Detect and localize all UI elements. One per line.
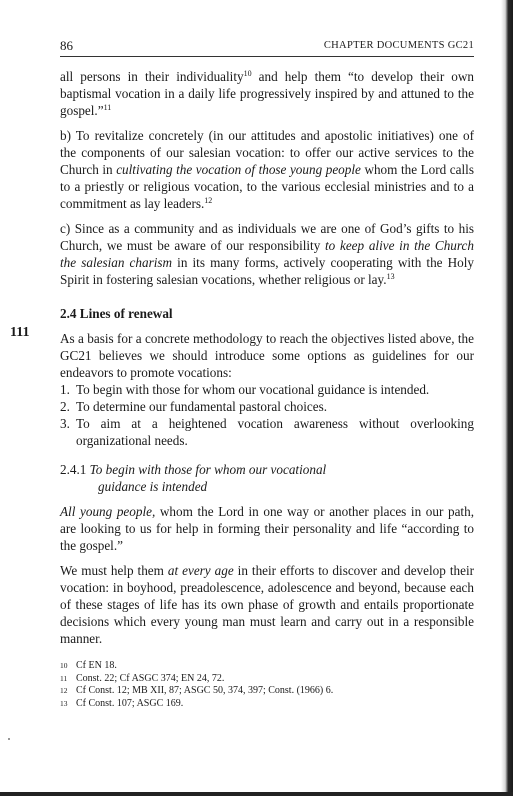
- paragraph-c: c) Since as a community and as individuals we are one of God’s gifts to his Church, we must be aware of our responsibility to keep alive in the Church the salesian charism in its many forms, actively cooperating with the Holy Spirit in fostering salesian vocations, whether religious or lay.$^{13}$: [60, 221, 474, 287]
- numbered-list: [60, 381, 474, 449]
- running-head: CHAPTER DOCUMENTS GC21: [323, 40, 474, 51]
- scan-speck: [8, 738, 10, 740]
- page-header: [60, 38, 474, 57]
- paragraph-every-age: We must help them at every age in their efforts to discover and develop their vocation: in boyhood, preadolescence, adolescence and beyond, because each of these stages of life has its own phase of growth and entails proportionate decisions which every young man must learn and carry out in a responsible manner.: [60, 563, 474, 646]
- footnotes: [60, 660, 474, 710]
- body-text: [60, 68, 474, 655]
- footnote: 11 Const. 22; Cf ASGC 374; EN 24, 72.: [60, 672, 225, 684]
- footnote: 12 Cf Const. 12; MB XII, 87; ASGC 50, 374, 397; Const. (1966) 6.: [60, 685, 334, 696]
- paragraph-b: b) To revitalize concretely (in our attitudes and apostolic initiatives) one of the components of our salesian vocation: to offer our active services to the Church in cultivating the vocation of those young people whom the Lord calls to a priestly or religious vocation, to the various ecclesial ministries and to a commitment as lay leaders.$^{12}$: [60, 128, 474, 211]
- page-edge-shadow: [501, 0, 513, 796]
- footnote: 13 Cf Const. 107; ASGC 169.: [60, 697, 184, 709]
- paragraph-young-people: All young people, whom the Lord in one way or another places in our path, are looking to us for help in forming their personality and life “according to the gospel.”: [60, 504, 474, 553]
- section-heading: 2.4 Lines of renewal: [60, 306, 173, 321]
- footnote: 10 Cf EN 18.: [60, 660, 117, 671]
- list-item: 2. To determine our fundamental pastoral choices.: [60, 399, 328, 414]
- paragraph-number: 111: [10, 325, 30, 340]
- list-item: 3. To aim at a heightened vocation awareness without overlooking organizational needs.: [60, 416, 474, 448]
- paragraph-111: As a basis for a concrete methodology to reach the objectives listed above, the GC21 believes we should introduce some options as guidelines for our endeavors to promote vocations:: [60, 331, 474, 380]
- paragraph-continuation: all persons in their individuality$^{10}$ and help them “to develop their own baptismal vocation in a daily life progressively inspired by and attuned to the gospel.”$^{11}$: [60, 69, 474, 118]
- page-number: 86: [60, 38, 73, 53]
- list-item: 1. To begin with those for whom our vocational guidance is intended.: [60, 382, 430, 397]
- subsection-heading: 2.4.1 To begin with those for whom our vocational guidance is intended: [60, 462, 327, 494]
- page-bottom-edge: [0, 792, 513, 796]
